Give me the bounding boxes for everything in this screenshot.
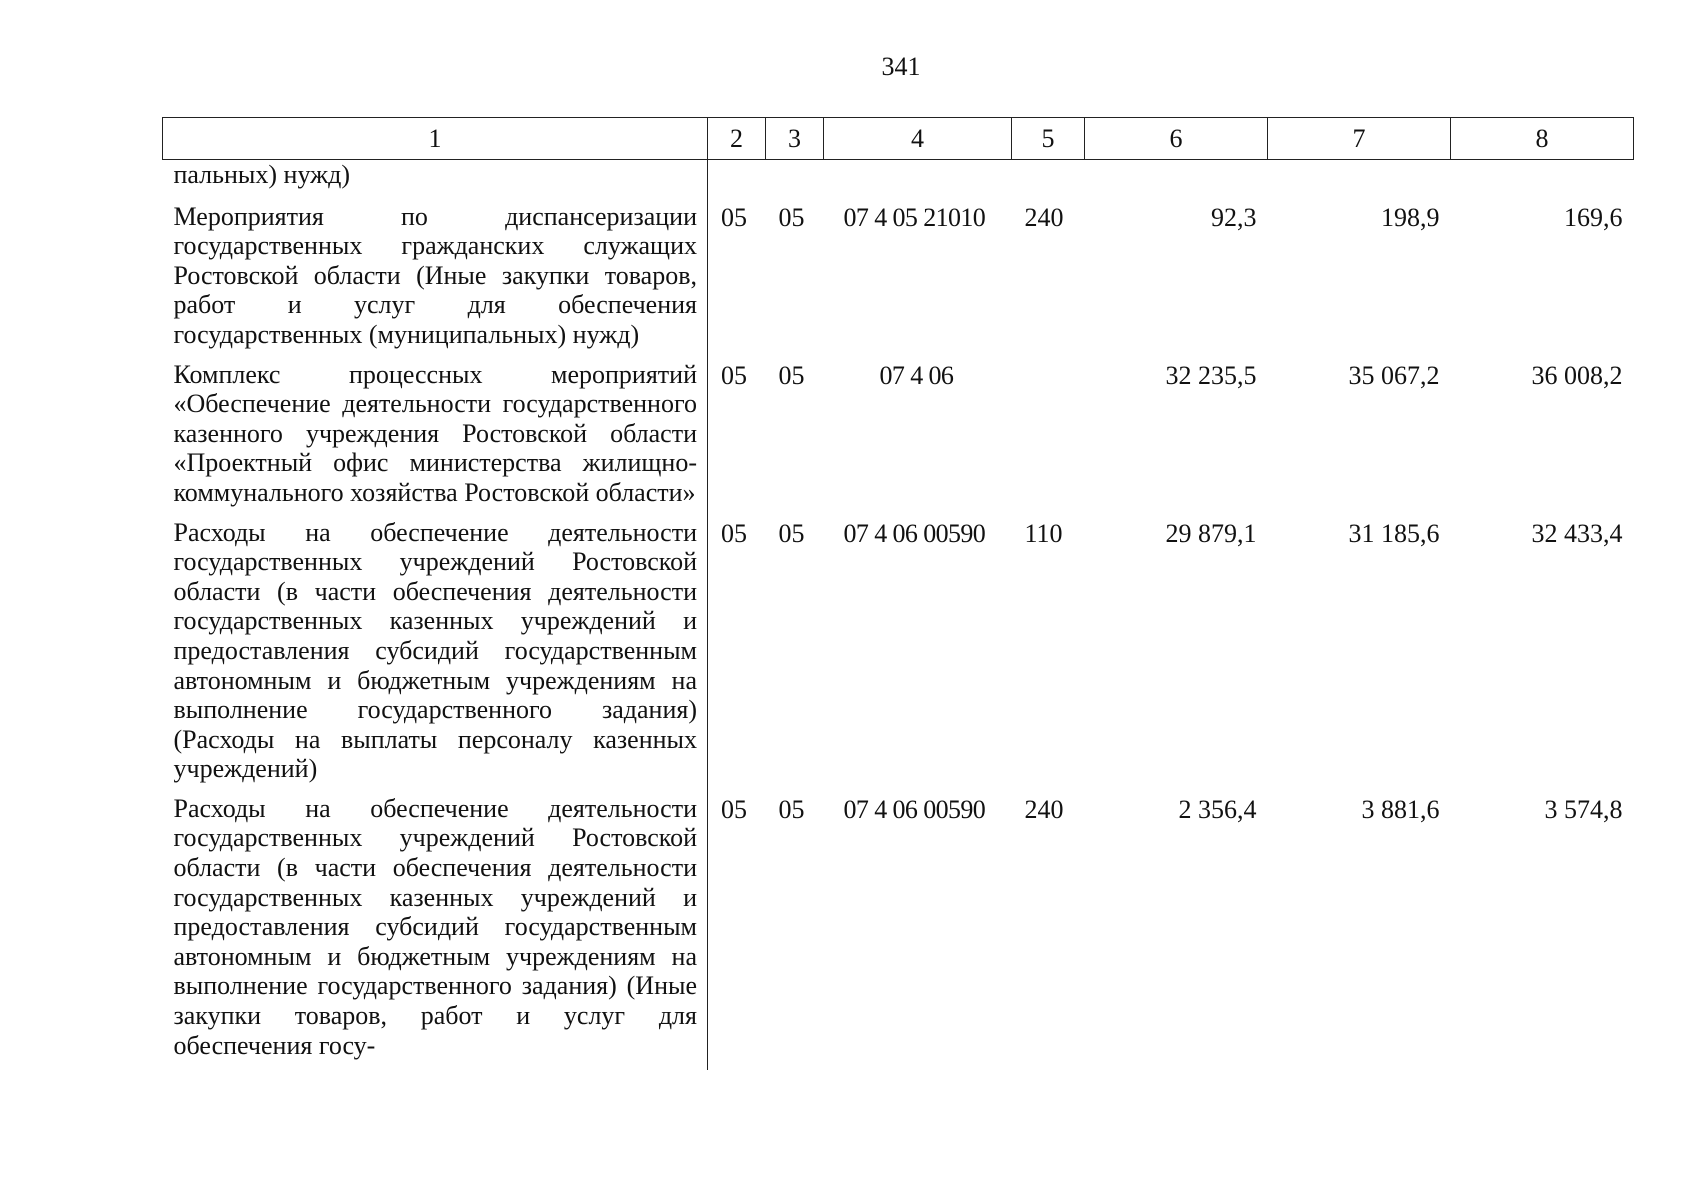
row-description: Расходы на обеспечение деятельности государственных учреждений Ростовской области (в части обеспечения деятельности государственных казенных учреждений и предоставления субсидий государственным автономным и бюджетным учреждениям на выполнение государственного задания) (Расходы на выплаты персоналу казенных учреждений)	[163, 518, 708, 794]
row-amount-2: 198,9	[1381, 202, 1440, 232]
header-col-2: 2	[708, 118, 766, 160]
row-vr	[1012, 360, 1085, 518]
row-csr: 07 4 05 21010	[843, 202, 986, 232]
table-body	[163, 160, 1634, 1071]
table-row	[163, 794, 1634, 1070]
header-col-6: 6	[1085, 118, 1268, 160]
table-header	[163, 118, 1634, 160]
row-csr: 07 4 06 00590	[843, 518, 986, 548]
row-vr: 240	[1024, 202, 1064, 232]
page-number: 341	[881, 52, 921, 81]
row-vr: 110	[1024, 518, 1063, 548]
row-description: Мероприятия по диспансеризации государственных гражданских служащих Ростовской области (Иные закупки товаров, работ и услуг для обеспечения государственных (муниципальных) нужд)	[163, 202, 708, 360]
table-row	[163, 202, 1634, 360]
row-amount-2: 31 185,6	[1348, 518, 1440, 548]
budget-table	[162, 117, 1634, 1070]
row-csr: 07 4 06 00590	[843, 794, 986, 824]
row-amount-1: 29 879,1	[1165, 518, 1257, 548]
row-description: пальных) нужд)	[163, 160, 708, 202]
row-pr: 05	[778, 360, 805, 390]
row-rz: 05	[721, 360, 747, 390]
header-col-7: 7	[1268, 118, 1451, 160]
table-row	[163, 360, 1634, 518]
row-rz: 05	[721, 794, 747, 824]
row-pr: 05	[778, 794, 805, 824]
row-amount-3: 3 574,8	[1544, 794, 1623, 824]
row-csr: 07 4 06	[879, 360, 954, 390]
row-pr: 05	[778, 202, 805, 232]
row-amount-2: 35 067,2	[1348, 360, 1440, 390]
row-amount-3: 32 433,4	[1531, 518, 1623, 548]
header-col-4: 4	[824, 118, 1012, 160]
row-rz: 05	[721, 518, 747, 548]
header-col-8: 8	[1451, 118, 1634, 160]
row-amount-3: 36 008,2	[1531, 360, 1623, 390]
row-description: Комплекс процессных мероприятий «Обеспечение деятельности государственного казенного учреждения Ростовской области «Проектный офис министерства жилищно-коммунального хозяйства Ростовской области»	[163, 360, 708, 518]
row-amount-1: 2 356,4	[1178, 794, 1257, 824]
row-amount-1: 92,3	[1211, 202, 1257, 232]
header-col-1: 1	[163, 118, 708, 160]
header-col-5: 5	[1012, 118, 1085, 160]
row-description: Расходы на обеспечение деятельности государственных учреждений Ростовской области (в части обеспечения деятельности государственных казенных учреждений и предоставления субсидий государственным автономным и бюджетным учреждениям на выполнение государственного задания) (Иные закупки товаров, работ и услуг для обеспечения госу-	[163, 794, 708, 1070]
header-row	[163, 118, 1634, 160]
table-row	[163, 518, 1634, 794]
row-rz: 05	[721, 202, 747, 232]
continuation-row	[163, 160, 1634, 202]
row-amount-2: 3 881,6	[1361, 794, 1440, 824]
header-col-3: 3	[766, 118, 824, 160]
row-pr: 05	[778, 518, 805, 548]
row-amount-1: 32 235,5	[1165, 360, 1257, 390]
row-vr: 240	[1024, 794, 1064, 824]
row-amount-3: 169,6	[1564, 202, 1623, 232]
